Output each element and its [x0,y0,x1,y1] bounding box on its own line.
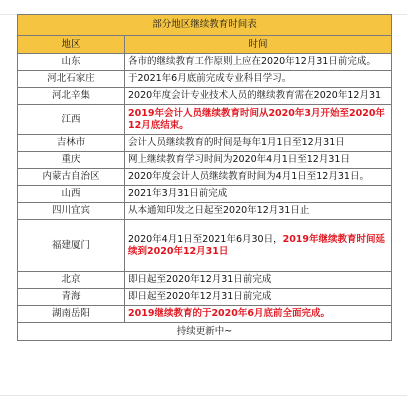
time-text: 各市的继续教育工作原则上应在2020年12月31日前完成。 [128,56,376,67]
time-cell [125,203,392,220]
time-cell [125,105,392,135]
table-row [18,289,392,306]
region-cell: 北京 [18,272,125,289]
table-footer-row [18,323,392,341]
time-cell [125,88,392,105]
time-cell [125,220,392,272]
grid-line [0,395,407,396]
time-text: 2020年度会计专业技术人员的继续教育需在2020年12月31 [128,90,382,101]
table-row [18,220,392,272]
time-cell [125,135,392,152]
time-text: 即日起至2020年12月31日前完成 [128,291,272,302]
region-cell: 江西 [18,105,125,135]
education-schedule-table [17,14,392,341]
time-cell [125,272,392,289]
time-text: 从本通知印发之日起至2020年12月31日止 [128,205,310,216]
time-text: 于2021年6月底前完成专业科目学习。 [128,73,292,84]
region-cell: 重庆 [18,152,125,169]
region-cell: 湖南岳阳 [18,306,125,323]
time-cell [125,169,392,186]
time-text: 即日起至2020年12月31日前完成 [128,274,272,285]
region-cell: 河北辛集 [18,88,125,105]
table-row [18,152,392,169]
table-row [18,169,392,186]
table-row [18,272,392,289]
region-cell: 四川宜宾 [18,203,125,220]
table-row [18,88,392,105]
time-cell [125,152,392,169]
table-row [18,306,392,323]
region-cell: 吉林市 [18,135,125,152]
time-text-highlight: 2019年会计人员继续教育时间从2020年3月开始至2020年12月底结束。 [128,107,385,131]
time-cell [125,289,392,306]
table-row [18,54,392,71]
region-cell: 山西 [18,186,125,203]
region-cell: 河北石家庄 [18,71,125,88]
region-cell: 内蒙古自治区 [18,169,125,186]
time-text: 2020年度会计人员继续教育时间为4月1日至12月31日。 [128,171,369,182]
table-title: 部分地区继续教育时间表 [18,15,392,36]
table-row [18,203,392,220]
time-text: 网上继续教育学习时间为2020年4月1日至12月31日 [128,154,350,165]
time-text-highlight: 2019继续教育的于2020年6月底前全面完成。 [128,308,330,319]
table-header-row [18,36,392,54]
region-cell: 山东 [18,54,125,71]
time-text: 会计人员继续教育的时间是每年1月1日至12月31日 [128,137,345,148]
region-cell: 福建厦门 [18,220,125,272]
time-cell [125,306,392,323]
header-region: 地区 [18,36,125,54]
time-cell [125,186,392,203]
time-text-highlight: 2019年继续教育时间延续到2020年12月31日 [128,233,386,257]
table-footer: 持续更新中~ [18,323,392,341]
time-cell [125,71,392,88]
time-cell [125,54,392,71]
table-row [18,135,392,152]
table-title-row [18,15,392,36]
region-cell: 青海 [18,289,125,306]
table-row [18,186,392,203]
header-time: 时间 [125,36,392,54]
table-row [18,71,392,88]
time-text: 2021年3月31日前完成 [128,188,228,199]
time-text: 2020年4月1日至2021年6月30日， [128,233,283,245]
table-row [18,105,392,135]
